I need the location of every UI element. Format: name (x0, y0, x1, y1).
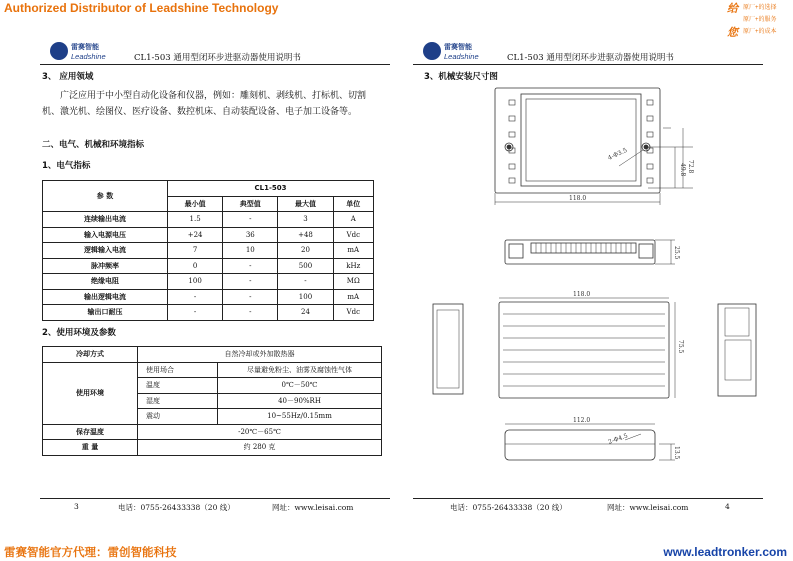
page-number-left: 3 (74, 502, 79, 511)
logo-cn-text: 雷赛智能 (444, 43, 472, 51)
front-view (433, 298, 756, 398)
footer-phone-left: 电话：0755-26433338（20 线） (118, 503, 235, 512)
cell: 24 (278, 305, 333, 321)
storage-value: -20℃－65℃ (138, 424, 382, 440)
dim-bot-hole: 2-Φ4.5 (607, 432, 629, 446)
cell: mA (333, 243, 373, 259)
cell: Vdc (333, 305, 373, 321)
table-row (43, 305, 374, 321)
section3-body: 广泛应用于中小型自动化设备和仪器，例如：雕刻机、剥线机、打标机、切割机、激光机、绘图仪、医疗设备、数控机床、自动装配设备、电子加工设备等。 (42, 91, 367, 117)
table-row (43, 274, 374, 290)
param-header: 参 数 (43, 181, 168, 212)
slogan-line-3: 原厂+的成本 (743, 28, 777, 35)
cell: 100 (168, 274, 223, 290)
row-name: 输出逻辑电流 (43, 289, 168, 305)
col-max: 最大值 (278, 196, 333, 212)
side-view (505, 240, 675, 264)
dim-top-width: 118.0 (569, 195, 587, 202)
env-key: 湿度 (138, 393, 218, 409)
env-value: 40－90%RH (218, 393, 382, 409)
row-name: 输出口耐压 (43, 305, 168, 321)
cell: A (333, 212, 373, 228)
dim-bot-width: 112.0 (573, 417, 591, 424)
cell: - (168, 289, 223, 305)
slogan-line-2: 原厂+的服务 (743, 16, 777, 23)
cell: MΩ (333, 274, 373, 290)
mechanical-drawing (413, 78, 763, 498)
section3-heading: 3、 应用领域 (42, 72, 94, 82)
cell: - (223, 212, 278, 228)
leadshine-logo-icon (423, 42, 441, 60)
leadshine-logo-right (423, 40, 493, 62)
cell: Vdc (333, 227, 373, 243)
mechanical-heading: 3、机械安装尺寸图 (424, 72, 498, 82)
table-row (43, 258, 374, 274)
col-typ: 典型值 (223, 196, 278, 212)
slogan-line-1: 原厂+的选择 (743, 4, 777, 11)
cell: kHz (333, 258, 373, 274)
model-header: CL1-503 (168, 181, 374, 197)
cooling-value: 自然冷却或外加散热器 (138, 347, 382, 363)
slogan-char-1: 给 (727, 3, 738, 15)
weight-label: 重 量 (43, 440, 138, 456)
storage-label: 保存温度 (43, 424, 138, 440)
cell: - (278, 274, 333, 290)
distributor-banner: Authorized Distributor of Leadshine Technology (4, 1, 279, 15)
leadshine-logo (50, 40, 120, 62)
cell: +48 (278, 227, 333, 243)
electrical-heading: 1、电气指标 (42, 161, 91, 171)
cell: 20 (278, 243, 333, 259)
dim-bot-h: 13.5 (673, 446, 680, 460)
cell: - (223, 305, 278, 321)
table-row (43, 212, 374, 228)
right-page-header (413, 38, 763, 65)
slogan-char-2: 您 (727, 27, 738, 39)
logo-en-text: Leadshine (71, 52, 106, 61)
env-key: 温度 (138, 378, 218, 394)
leadshine-logo-icon (50, 42, 68, 60)
table-row (43, 227, 374, 243)
table-row (43, 243, 374, 259)
section-two-heading: 二、电气、机械和环境指标 (42, 140, 145, 150)
cell: 7 (168, 243, 223, 259)
dim-h2: 72.8 (687, 160, 694, 174)
dim-side-h: 25.5 (673, 246, 680, 260)
cell: 0 (168, 258, 223, 274)
slogan (727, 2, 787, 38)
dim-h1: 49.8 (679, 163, 686, 177)
env-value: 尽量避免粉尘、油雾及腐蚀性气体 (218, 362, 382, 378)
cooling-label: 冷却方式 (43, 347, 138, 363)
footer-web-left: 网址：www.leisai.com (272, 503, 354, 512)
env-value: 10~55Hz/0.15mm (218, 409, 382, 425)
row-name: 绝缘电阻 (43, 274, 168, 290)
row-name: 逻辑输入电流 (43, 243, 168, 259)
row-name: 连续输出电流 (43, 212, 168, 228)
cell: 1.5 (168, 212, 223, 228)
footer-phone-right: 电话：0755-26433338（20 线） (450, 503, 567, 512)
env-key: 使用场合 (138, 362, 218, 378)
cell: 10 (223, 243, 278, 259)
environment-table (42, 346, 382, 456)
left-page-header (40, 38, 390, 65)
top-view (495, 88, 693, 205)
cell: - (168, 305, 223, 321)
dim-mid-width: 118.0 (573, 291, 591, 298)
agent-banner: 雷赛智能官方代理：雷创智能科技 (4, 545, 177, 559)
cell: +24 (168, 227, 223, 243)
environment-heading: 2、使用环境及参数 (42, 328, 116, 338)
env-label: 使用环境 (43, 362, 138, 424)
weight-value: 约 280 克 (138, 440, 382, 456)
cell: mA (333, 289, 373, 305)
col-min: 最小值 (168, 196, 223, 212)
env-key: 震动 (138, 409, 218, 425)
bottom-view (505, 424, 675, 460)
dim-mid-h: 75.5 (677, 340, 684, 354)
website-link[interactable]: www.leadtronker.com (663, 545, 787, 559)
dim-hole: 4-Φ3.5 (606, 146, 629, 162)
table-row (43, 289, 374, 305)
cell: - (223, 289, 278, 305)
cell: 500 (278, 258, 333, 274)
cell: 100 (278, 289, 333, 305)
env-value: 0℃－50℃ (218, 378, 382, 394)
logo-en-text: Leadshine (444, 52, 479, 61)
cell: 36 (223, 227, 278, 243)
col-unit: 单位 (333, 196, 373, 212)
footer-web-right: 网址：www.leisai.com (607, 503, 689, 512)
row-name: 脉冲频率 (43, 258, 168, 274)
electrical-table (42, 180, 374, 321)
row-name: 输入电源电压 (43, 227, 168, 243)
header-title-right: CL1-503 通用型闭环步进驱动器使用说明书 (507, 53, 674, 63)
page-number-right: 4 (725, 502, 730, 511)
header-title-left: CL1-503 通用型闭环步进驱动器使用说明书 (134, 53, 301, 63)
cell: - (223, 274, 278, 290)
cell: - (223, 258, 278, 274)
right-footer (413, 498, 763, 516)
left-footer (40, 498, 390, 516)
cell: 3 (278, 212, 333, 228)
logo-cn-text: 雷赛智能 (71, 43, 99, 51)
